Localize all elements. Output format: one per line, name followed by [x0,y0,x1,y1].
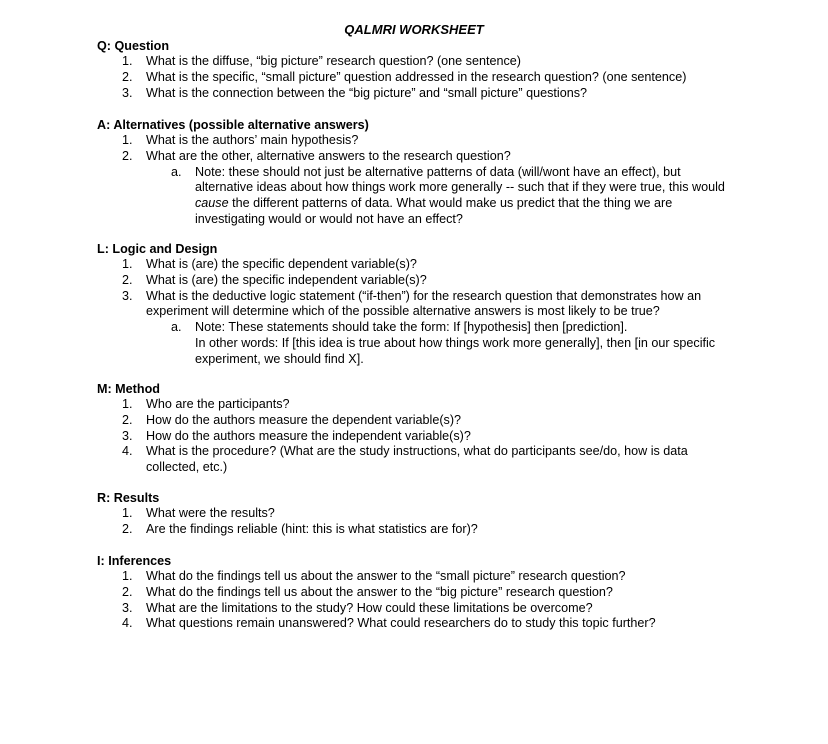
item-number: 2. [122,584,133,599]
item-text: What is (are) the specific independent variable(s)? [146,272,427,287]
list-item [97,86,797,102]
item-number: 1. [122,397,133,411]
item-number: 4. [122,616,133,631]
list-item [97,429,797,445]
item-text: What is the authors’ main hypothesis? [146,133,359,147]
sub-list-item [97,320,797,367]
list-item [97,70,797,86]
list-item [97,569,797,585]
item-number: 4. [122,444,133,459]
item-text: What is the diffuse, “big picture” research question? (one sentence) [146,54,521,68]
item-text: What are the other, alternative answers to the research question? [146,148,511,163]
item-number: 3. [122,288,133,303]
section-alternatives [97,117,797,228]
sub-list-item [97,165,797,228]
list-item [97,133,797,149]
item-number: 1. [122,257,133,271]
list-item [97,413,797,429]
item-number: 2. [122,148,133,163]
list-item [97,522,797,538]
item-number: 3. [122,428,133,443]
item-number: 1. [122,133,133,147]
section-heading: R: Results [97,491,160,505]
section-heading: L: Logic and Design [97,242,218,256]
list-item [97,506,797,522]
item-text: What is the connection between the “big picture” and “small picture” questions? [146,85,588,100]
item-text: Note: these should not just be alternative patterns of data (will/wont have an effect), but alternative ideas about how things work more generally -- such that if they were true, this would cause the different patterns of data. What would make us predict that the thing we are investigating would or would not have an effect? [195,164,725,226]
emphasis: cause [195,196,229,211]
item-text: How do the authors measure the dependent variable(s)? [146,412,462,427]
list-item [97,289,797,321]
item-number: 3. [122,85,133,100]
item-number: 2. [122,412,133,427]
item-text: Note: These statements should take the form: If [hypothesis] then [prediction]. In other words: If [this idea is true about how things work more generally], then [in our specific experiment, we should find X]. [195,320,716,366]
list-item [97,54,797,70]
section-heading: I: Inferences [97,554,172,568]
item-text: What questions remain unanswered? What could researchers do to study this topic further? [146,616,656,631]
item-number: 1. [122,506,133,520]
item-text: What do the findings tell us about the answer to the “small picture” research question? [146,569,626,583]
item-letter: a. [171,164,182,179]
section-question [97,38,797,101]
section-results [97,490,797,538]
item-text: Are the findings reliable (hint: this is what statistics are for)? [146,521,478,536]
item-text: Who are the participants? [146,397,290,411]
item-number: 2. [122,69,133,84]
list-item [97,601,797,617]
section-heading: A: Alternatives (possible alternative answers) [97,118,369,132]
section-method [97,381,797,476]
section-logic-design [97,241,797,368]
section-heading: M: Method [97,382,160,396]
item-text: What is the deductive logic statement (“if-then”) for the research question that demonstrates how an experiment will determine which of the possible alternative answers is most likely to be true? [146,288,702,319]
section-inferences [97,553,797,632]
list-item [97,397,797,413]
list-item [97,273,797,289]
item-text: What is (are) the specific dependent variable(s)? [146,257,417,271]
worksheet-title: QALMRI WORKSHEET [344,22,484,37]
item-text: What is the procedure? (What are the study instructions, what do participants see/do, how is data collected, etc.) [146,444,688,475]
item-letter: a. [171,320,182,335]
item-number: 3. [122,600,133,615]
item-number: 1. [122,569,133,583]
section-heading: Q: Question [97,39,170,53]
item-text: What do the findings tell us about the answer to the “big picture” research question? [146,584,613,599]
item-text: What were the results? [146,506,275,520]
item-text: What is the specific, “small picture” question addressed in the research question? (one sentence) [146,69,687,84]
list-item [97,444,797,476]
item-number: 2. [122,521,133,536]
item-text: How do the authors measure the independent variable(s)? [146,428,471,443]
list-item [97,585,797,601]
item-number: 1. [122,54,133,68]
list-item [97,149,797,165]
list-item [97,616,797,632]
item-text: What are the limitations to the study? How could these limitations be overcome? [146,600,593,615]
item-number: 2. [122,272,133,287]
list-item [97,257,797,273]
